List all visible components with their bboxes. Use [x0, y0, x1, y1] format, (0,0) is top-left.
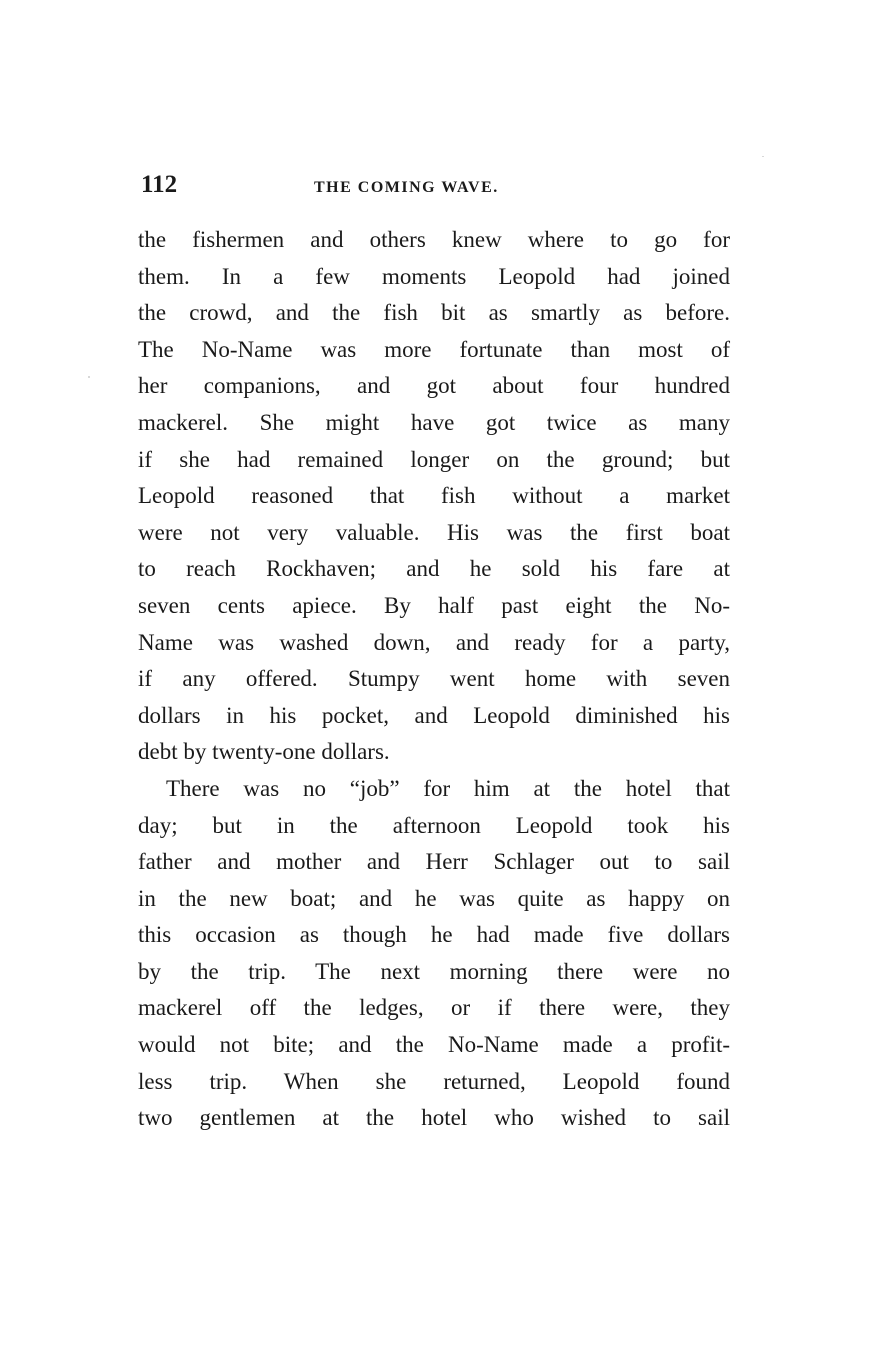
- text-line: if she had remained longer on the ground; but: [138, 446, 730, 472]
- text-line: debt by twenty-one dollars.: [138, 739, 390, 765]
- body-text: [138, 222, 730, 1137]
- text-line: Leopold reasoned that fish without a market: [138, 483, 730, 509]
- text-line: them. In a few moments Leopold had joined: [138, 263, 730, 289]
- text-line: two gentlemen at the hotel who wished to sail: [138, 1105, 730, 1131]
- text-line: The No-Name was more fortunate than most of: [138, 336, 730, 362]
- text-line: dollars in his pocket, and Leopold diminished his: [138, 702, 730, 728]
- text-line: mackerel. She might have got twice as many: [138, 409, 730, 435]
- text-line: seven cents apiece. By half past eight the No-: [138, 592, 730, 618]
- text-line: by the trip. The next morning there were no: [138, 958, 730, 984]
- text-line: day; but in the afternoon Leopold took his: [138, 812, 730, 838]
- text-line: to reach Rockhaven; and he sold his fare at: [138, 556, 730, 582]
- text-line: this occasion as though he had made five dollars: [138, 922, 730, 948]
- text-line: father and mother and Herr Schlager out to sail: [138, 849, 730, 875]
- text-line: her companions, and got about four hundred: [138, 373, 730, 399]
- text-line: Name was washed down, and ready for a party,: [138, 629, 730, 655]
- text-line: There was no “job” for him at the hotel that: [166, 775, 730, 801]
- text-line: were not very valuable. His was the first boat: [138, 519, 730, 545]
- text-line: would not bite; and the No-Name made a profit-: [138, 1032, 730, 1058]
- text-line: in the new boat; and he was quite as happy on: [138, 885, 730, 911]
- text-line: mackerel off the ledges, or if there were, they: [138, 995, 730, 1021]
- text-line: the fishermen and others knew where to go for: [138, 227, 730, 252]
- scan-speck: [762, 156, 764, 157]
- running-head: THE COMING WAVE.: [314, 179, 499, 196]
- text-line: the crowd, and the fish bit as smartly as before.: [138, 300, 730, 326]
- text-line: if any offered. Stumpy went home with seven: [138, 666, 730, 692]
- text-line: less trip. When she returned, Leopold found: [138, 1068, 730, 1094]
- page-header: [141, 170, 731, 204]
- page-number: 112: [141, 171, 178, 198]
- scan-speck: [88, 376, 90, 378]
